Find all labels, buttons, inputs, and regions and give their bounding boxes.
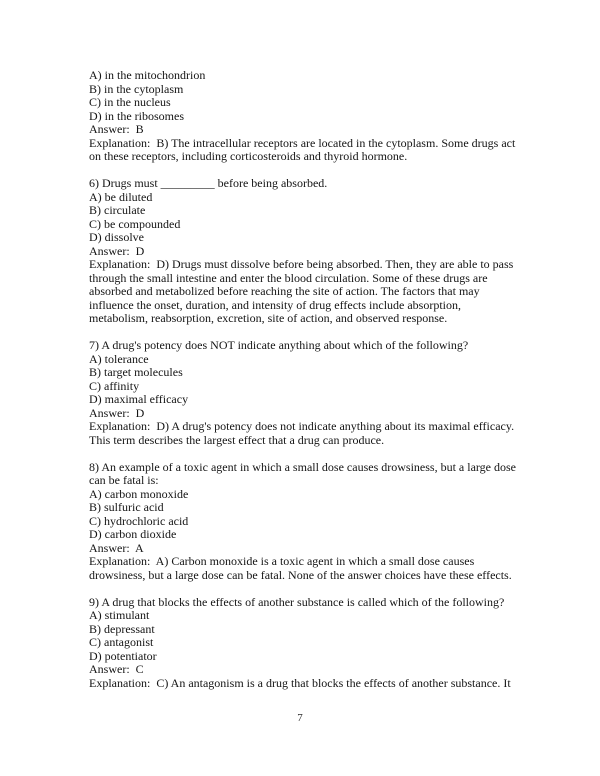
text-line: Explanation: C) An antagonism is a drug that blocks the effects of another substance. It [89, 675, 511, 690]
text-line: Answer: B [89, 122, 144, 136]
text-line: A) stimulant [89, 608, 150, 622]
text-line: on these receptors, including corticosteroids and thyroid hormone. [89, 149, 408, 163]
text-line: Explanation: B) The intracellular receptors are located in the cytoplasm. Some drugs act [89, 135, 516, 150]
question-8 [89, 461, 559, 583]
text-line: can be fatal is: [89, 473, 159, 487]
text-line: Explanation: A) Carbon monoxide is a toxic agent in which a small dose causes [89, 554, 475, 568]
text-line: 6) Drugs must _________ before being absorbed. [89, 176, 328, 190]
text-line: C) hydrochloric acid [89, 513, 189, 528]
text-line: B) circulate [89, 203, 146, 217]
text-line: A) be diluted [89, 189, 153, 204]
question-5-fragment [89, 69, 559, 164]
text-line: D) in the ribosomes [89, 108, 184, 123]
text-line: D) dissolve [89, 230, 144, 244]
text-line: influence the onset, duration, and intensity of drug effects include absorption, [89, 297, 462, 312]
text-line: A) tolerance [89, 351, 149, 366]
text-line: metabolism, reabsorption, excretion, site of action, and observed response. [89, 311, 448, 325]
text-content [89, 69, 559, 704]
text-line: B) target molecules [89, 365, 183, 379]
text-line: This term describes the largest effect that a drug can produce. [89, 432, 385, 447]
text-line: 7) A drug's potency does NOT indicate anything about which of the following? [89, 338, 469, 352]
question-6 [89, 177, 559, 326]
text-line: Answer: C [89, 662, 144, 676]
text-line: D) carbon dioxide [89, 527, 177, 541]
text-line: absorbed and metabolized before reaching the site of action. The factors that may [89, 284, 480, 298]
text-line: Explanation: D) A drug's potency does not indicate anything about its maximal efficacy. [89, 419, 515, 433]
text-line: C) be compounded [89, 216, 181, 231]
text-line: D) maximal efficacy [89, 392, 189, 406]
text-line: Answer: D [89, 405, 145, 420]
text-line: B) sulfuric acid [89, 500, 164, 514]
text-line: A) carbon monoxide [89, 486, 189, 501]
question-7 [89, 339, 559, 447]
text-line: C) antagonist [89, 635, 154, 649]
text-line: Answer: A [89, 540, 144, 555]
text-line: A) in the mitochondrion [89, 68, 206, 82]
page-number: 7 [297, 712, 303, 724]
text-line: 8) An example of a toxic agent in which a small dose causes drowsiness, but a large dose [89, 459, 517, 474]
text-line: B) depressant [89, 621, 155, 636]
text-line: 9) A drug that blocks the effects of another substance is called which of the following? [89, 594, 505, 609]
text-line: Explanation: D) Drugs must dissolve before being absorbed. Then, they are able to pass [89, 257, 514, 271]
text-line: through the small intestine and enter the blood circulation. Some of these drugs are [89, 270, 488, 285]
text-line: B) in the cytoplasm [89, 81, 184, 96]
text-line: C) in the nucleus [89, 95, 171, 109]
text-line: drowsiness, but a large dose can be fatal. None of the answer choices have these effects. [89, 567, 512, 582]
text-line: C) affinity [89, 378, 140, 393]
text-line: Answer: D [89, 243, 145, 258]
question-9 [89, 596, 559, 691]
text-line: D) potentiator [89, 648, 157, 663]
